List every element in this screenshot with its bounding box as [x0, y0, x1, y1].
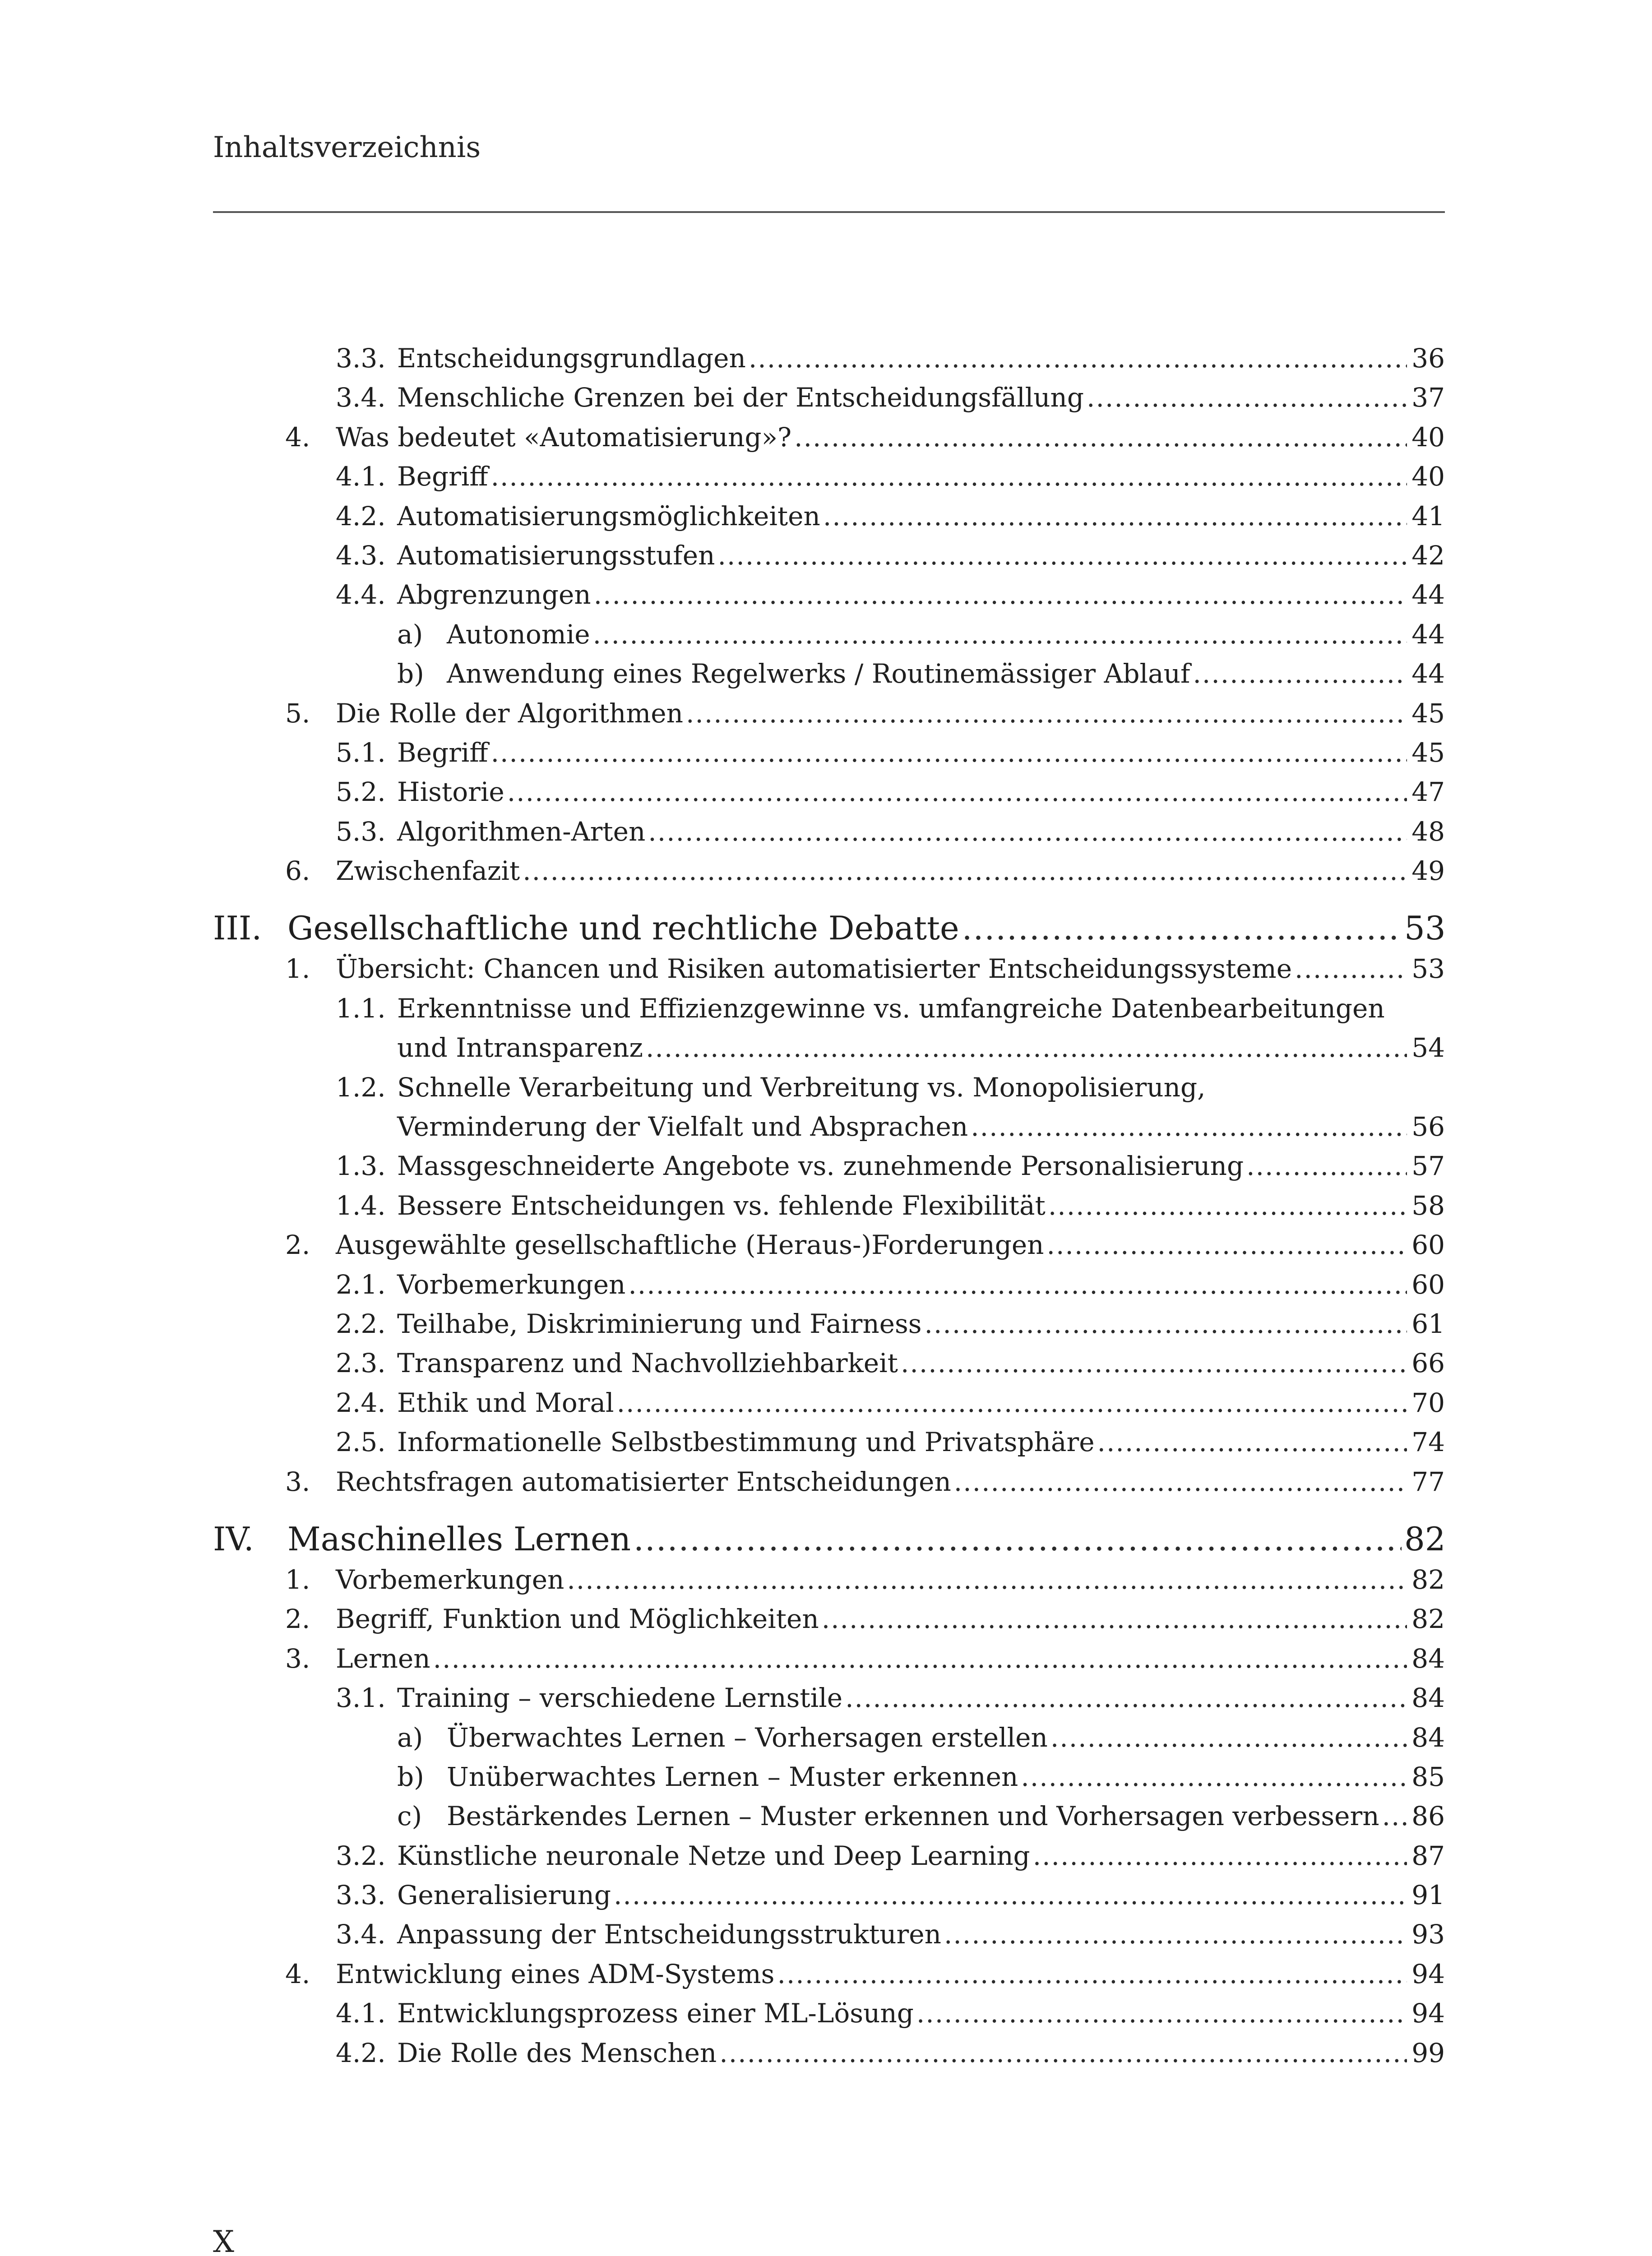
toc-entry: [213, 619, 1445, 658]
toc-entry-number: 5.2.: [336, 777, 386, 808]
table-of-contents: [213, 343, 1445, 2077]
toc-entry-title: Die Rolle der Algorithmen: [336, 698, 683, 729]
toc-entry-page: 99: [1411, 2037, 1445, 2068]
toc-entry-title: Bestärkendes Lernen – Muster erkennen und Vorhersagen verbessern: [447, 1801, 1379, 1832]
toc-entry-page: 94: [1411, 1958, 1445, 1989]
dot-leader: [614, 1880, 1407, 1910]
toc-entry-page: 54: [1411, 1032, 1445, 1063]
toc-entry-number: 1.2.: [336, 1072, 386, 1103]
toc-entry-title: Ethik und Moral: [397, 1387, 614, 1418]
toc-entry: [213, 1761, 1445, 1801]
toc-entry-page: 44: [1411, 658, 1445, 689]
toc-entry-number: 2.2.: [336, 1308, 386, 1339]
toc-entry-number: 3.4.: [336, 382, 386, 413]
header-rule: [213, 211, 1445, 213]
dot-leader: [749, 343, 1407, 374]
toc-entry-page: 74: [1411, 1427, 1445, 1458]
toc-entry-number: 4.3.: [336, 540, 386, 571]
dot-leader: [944, 1919, 1407, 1950]
toc-entry: [213, 816, 1445, 855]
toc-entry-number: 3.: [285, 1466, 310, 1497]
toc-entry-title: Menschliche Grenzen bei der Entscheidungsfällung: [397, 382, 1084, 413]
dot-leader: [1193, 658, 1407, 689]
toc-entry: [213, 1564, 1445, 1604]
toc-entry-page: 56: [1411, 1111, 1445, 1142]
toc-entry-page: 82: [1411, 1604, 1445, 1635]
toc-part-entry: [213, 909, 1445, 953]
toc-entry: [213, 1269, 1445, 1308]
toc-entry-title: Entwicklungsprozess einer ML-Lösung: [397, 1998, 914, 2029]
toc-entry-title: Begriff: [397, 737, 488, 768]
toc-entry: [213, 1427, 1445, 1466]
toc-entry-number: 2.4.: [336, 1387, 386, 1418]
toc-entry-title: und Intransparenz: [397, 1032, 643, 1063]
dot-leader: [794, 422, 1407, 453]
toc-entry-number: 1.: [285, 1564, 310, 1595]
dot-leader: [1087, 382, 1407, 413]
toc-entry-title: Begriff, Funktion und Möglichkeiten: [336, 1604, 819, 1635]
toc-entry-number: 1.1.: [336, 993, 386, 1024]
toc-entry: [213, 1230, 1445, 1269]
toc-entry-title: Lernen: [336, 1643, 430, 1674]
dot-leader: [971, 1111, 1407, 1142]
dot-leader: [901, 1348, 1407, 1378]
toc-entry-page: 40: [1411, 421, 1445, 453]
toc-entry: [213, 1643, 1445, 1683]
dot-leader: [491, 737, 1407, 768]
dot-leader: [1047, 1230, 1407, 1260]
toc-entry-page: 41: [1411, 500, 1445, 532]
toc-entry-title: Training – verschiedene Lernstile: [397, 1683, 843, 1714]
toc-entry: [213, 737, 1445, 777]
toc-entry: [213, 422, 1445, 461]
toc-entry-page: 70: [1411, 1387, 1445, 1418]
toc-entry: [213, 1880, 1445, 1919]
toc-entry-number: 4.1.: [336, 461, 386, 492]
toc-entry-number: 1.4.: [336, 1190, 386, 1221]
page-number: X: [213, 2224, 234, 2256]
toc-entry-title: Überwachtes Lernen – Vorhersagen erstellen: [447, 1722, 1048, 1753]
toc-entry: [213, 1683, 1445, 1722]
toc-entry-page: 42: [1411, 540, 1445, 571]
toc-entry-number: 3.2.: [336, 1840, 386, 1871]
toc-entry-title: Was bedeutet «Automatisierung»?: [336, 421, 792, 453]
toc-entry-title: Unüberwachtes Lernen – Muster erkennen: [447, 1761, 1018, 1792]
toc-entry-number: 2.1.: [336, 1269, 386, 1300]
dot-leader: [593, 619, 1407, 650]
dot-leader: [1050, 1722, 1407, 1753]
dot-leader: [1097, 1427, 1407, 1457]
toc-entry-title: Erkenntnisse und Effizienzgewinne vs. umfangreiche Datenbearbeitungen: [397, 993, 1385, 1024]
toc-entry-page: 60: [1411, 1269, 1445, 1300]
toc-entry-page: 82: [1404, 1520, 1446, 1558]
toc-entry-page: 60: [1411, 1230, 1445, 1261]
toc-entry: [213, 1998, 1445, 2037]
toc-entry-title: Schnelle Verarbeitung und Verbreitung vs. Monopolisierung,: [397, 1072, 1206, 1103]
toc-entry-number: 3.3.: [336, 343, 386, 374]
toc-entry-number: c): [397, 1801, 422, 1832]
toc-entry-number: III.: [213, 909, 262, 948]
toc-entry: [213, 993, 1445, 1032]
toc-entry: [213, 1387, 1445, 1427]
toc-entry-page: 77: [1411, 1466, 1445, 1497]
toc-entry: [213, 1072, 1445, 1111]
toc-entry-title: Algorithmen-Arten: [397, 816, 646, 847]
toc-entry: [213, 658, 1445, 698]
dot-leader: [1048, 1190, 1407, 1221]
toc-entry-page: 91: [1411, 1880, 1445, 1911]
dot-leader: [634, 1520, 1402, 1558]
toc-entry-page: 66: [1411, 1348, 1445, 1379]
toc-entry-page: 44: [1411, 579, 1445, 610]
toc-entry-title: Vorbemerkungen: [336, 1564, 565, 1595]
toc-entry-page: 53: [1411, 953, 1445, 985]
toc-entry-page: 40: [1411, 461, 1445, 492]
toc-entry-page: 85: [1411, 1761, 1445, 1792]
dot-leader: [822, 1604, 1407, 1634]
toc-entry-number: 3.3.: [336, 1880, 386, 1911]
toc-entry-title: Maschinelles Lernen: [287, 1520, 631, 1558]
toc-entry-page: 47: [1411, 777, 1445, 808]
toc-entry-page: 49: [1411, 855, 1445, 887]
toc-entry-title: Gesellschaftliche und rechtliche Debatte: [287, 909, 959, 948]
toc-entry-title: Die Rolle des Menschen: [397, 2037, 717, 2068]
toc-entry-title: Anpassung der Entscheidungsstrukturen: [397, 1919, 941, 1950]
toc-entry-title: Abgrenzungen: [397, 579, 591, 610]
toc-entry-title: Informationelle Selbstbestimmung und Privatsphäre: [397, 1427, 1095, 1458]
toc-entry: [213, 1959, 1445, 1998]
toc-entry-number: 5.: [285, 698, 310, 729]
dot-leader: [845, 1683, 1407, 1713]
toc-entry: [213, 1466, 1445, 1506]
toc-entry-number: 5.1.: [336, 737, 386, 768]
dot-leader: [594, 579, 1407, 610]
toc-entry-title: Anwendung eines Regelwerks / Routinemässiger Ablauf: [447, 658, 1190, 689]
dot-leader: [433, 1643, 1407, 1674]
toc-entry-number: IV.: [213, 1520, 254, 1558]
toc-entry-number: 4.1.: [336, 1998, 386, 2029]
toc-entry: [213, 1190, 1445, 1230]
toc-entry-title: Generalisierung: [397, 1880, 611, 1911]
dot-leader: [1021, 1761, 1407, 1792]
toc-entry-page: 45: [1411, 698, 1445, 729]
dot-leader: [717, 540, 1407, 571]
toc-entry-page: 36: [1411, 343, 1445, 374]
toc-entry-page: 45: [1411, 737, 1445, 768]
toc-entry: [213, 461, 1445, 500]
toc-entry: [213, 2038, 1445, 2077]
toc-entry-page: 84: [1411, 1683, 1445, 1714]
toc-entry-number: b): [397, 1761, 424, 1792]
toc-entry-number: 6.: [285, 855, 310, 887]
toc-entry: [213, 1840, 1445, 1880]
toc-entry-number: 2.5.: [336, 1427, 386, 1458]
toc-entry-number: 4.: [285, 1958, 310, 1989]
toc-entry-number: 5.3.: [336, 816, 386, 847]
dot-leader: [719, 2038, 1407, 2068]
toc-entry-title: Künstliche neuronale Netze und Deep Learning: [397, 1840, 1030, 1871]
toc-entry-title: Transparenz und Nachvollziehbarkeit: [397, 1348, 898, 1379]
toc-entry: [213, 1032, 1445, 1072]
toc-entry-page: 48: [1411, 816, 1445, 847]
dot-leader: [628, 1269, 1407, 1300]
toc-entry-number: 1.: [285, 953, 310, 985]
dot-leader: [491, 461, 1407, 492]
toc-entry-number: 3.1.: [336, 1683, 386, 1714]
toc-entry-title: Autonomie: [447, 619, 590, 650]
dot-leader: [1382, 1801, 1407, 1831]
toc-entry-title: Begriff: [397, 461, 488, 492]
toc-entry: [213, 1722, 1445, 1761]
toc-entry-number: 4.4.: [336, 579, 386, 610]
dot-leader: [617, 1387, 1407, 1418]
toc-entry-title: Historie: [397, 777, 504, 808]
toc-entry: [213, 1111, 1445, 1151]
toc-entry-page: 53: [1404, 909, 1446, 948]
toc-entry-number: a): [397, 619, 423, 650]
toc-entry-number: 3.4.: [336, 1919, 386, 1950]
toc-entry-number: 1.3.: [336, 1151, 386, 1182]
toc-entry-page: 84: [1411, 1643, 1445, 1674]
toc-entry: [213, 1919, 1445, 1958]
toc-entry-page: 61: [1411, 1308, 1445, 1339]
toc-entry-number: 2.3.: [336, 1348, 386, 1379]
toc-entry-title: Teilhabe, Diskriminierung und Fairness: [397, 1308, 922, 1339]
toc-entry: [213, 579, 1445, 619]
dot-leader: [507, 777, 1407, 807]
toc-entry-page: 37: [1411, 382, 1445, 413]
toc-entry-title: Automatisierungsstufen: [397, 540, 715, 571]
toc-entry-title: Zwischenfazit: [336, 855, 520, 887]
toc-entry-title: Automatisierungsmöglichkeiten: [397, 500, 820, 532]
toc-entry-title: Übersicht: Chancen und Risiken automatisierter Entscheidungssysteme: [336, 953, 1292, 985]
toc-entry-number: 2.: [285, 1604, 310, 1635]
toc-part-entry: [213, 1520, 1445, 1564]
dot-leader: [1246, 1151, 1407, 1181]
toc-entry: [213, 777, 1445, 816]
toc-entry-page: 58: [1411, 1190, 1445, 1221]
toc-entry-number: 4.2.: [336, 2037, 386, 2068]
toc-entry-number: a): [397, 1722, 423, 1753]
toc-entry-number: 2.: [285, 1230, 310, 1261]
toc-entry: [213, 343, 1445, 382]
toc-entry-page: 94: [1411, 1998, 1445, 2029]
toc-entry-page: 57: [1411, 1151, 1445, 1182]
toc-entry-page: 86: [1411, 1801, 1445, 1832]
dot-leader: [777, 1959, 1407, 1989]
toc-entry: [213, 501, 1445, 540]
dot-leader: [916, 1998, 1407, 2029]
dot-leader: [1033, 1840, 1407, 1871]
toc-entry-title: Ausgewählte gesellschaftliche (Heraus-)Forderungen: [336, 1230, 1044, 1261]
toc-entry-page: 87: [1411, 1840, 1445, 1871]
dot-leader: [962, 909, 1402, 947]
dot-leader: [523, 855, 1407, 886]
toc-entry-number: 4.: [285, 421, 310, 453]
toc-entry: [213, 855, 1445, 895]
toc-entry: [213, 540, 1445, 579]
toc-entry: [213, 953, 1445, 993]
dot-leader: [1295, 953, 1407, 984]
toc-entry-title: Entscheidungsgrundlagen: [397, 343, 746, 374]
toc-entry-title: Verminderung der Vielfalt und Absprachen: [397, 1111, 968, 1142]
dot-leader: [567, 1564, 1407, 1595]
toc-entry-page: 44: [1411, 619, 1445, 650]
toc-entry: [213, 1604, 1445, 1643]
running-header: Inhaltsverzeichnis: [213, 131, 481, 164]
toc-entry-page: 84: [1411, 1722, 1445, 1753]
dot-leader: [646, 1032, 1407, 1063]
toc-entry-number: 3.: [285, 1643, 310, 1674]
toc-entry: [213, 382, 1445, 421]
dot-leader: [954, 1466, 1407, 1497]
dot-leader: [925, 1308, 1407, 1339]
toc-entry-page: 82: [1411, 1564, 1445, 1595]
toc-entry: [213, 1348, 1445, 1387]
toc-entry: [213, 698, 1445, 737]
dot-leader: [686, 698, 1407, 729]
toc-entry-title: Vorbemerkungen: [397, 1269, 626, 1300]
toc-entry: [213, 1308, 1445, 1348]
toc-entry-title: Bessere Entscheidungen vs. fehlende Flexibilität: [397, 1190, 1046, 1221]
toc-entry-number: b): [397, 658, 424, 689]
toc-entry: [213, 1151, 1445, 1190]
toc-entry-title: Entwicklung eines ADM-Systems: [336, 1958, 775, 1989]
toc-entry-number: 4.2.: [336, 500, 386, 532]
toc-entry-title: Rechtsfragen automatisierter Entscheidungen: [336, 1466, 951, 1497]
toc-entry-title: Massgeschneiderte Angebote vs. zunehmende Personalisierung: [397, 1151, 1244, 1182]
toc-entry-page: 93: [1411, 1919, 1445, 1950]
dot-leader: [823, 501, 1407, 532]
toc-entry: [213, 1801, 1445, 1840]
dot-leader: [648, 816, 1407, 847]
